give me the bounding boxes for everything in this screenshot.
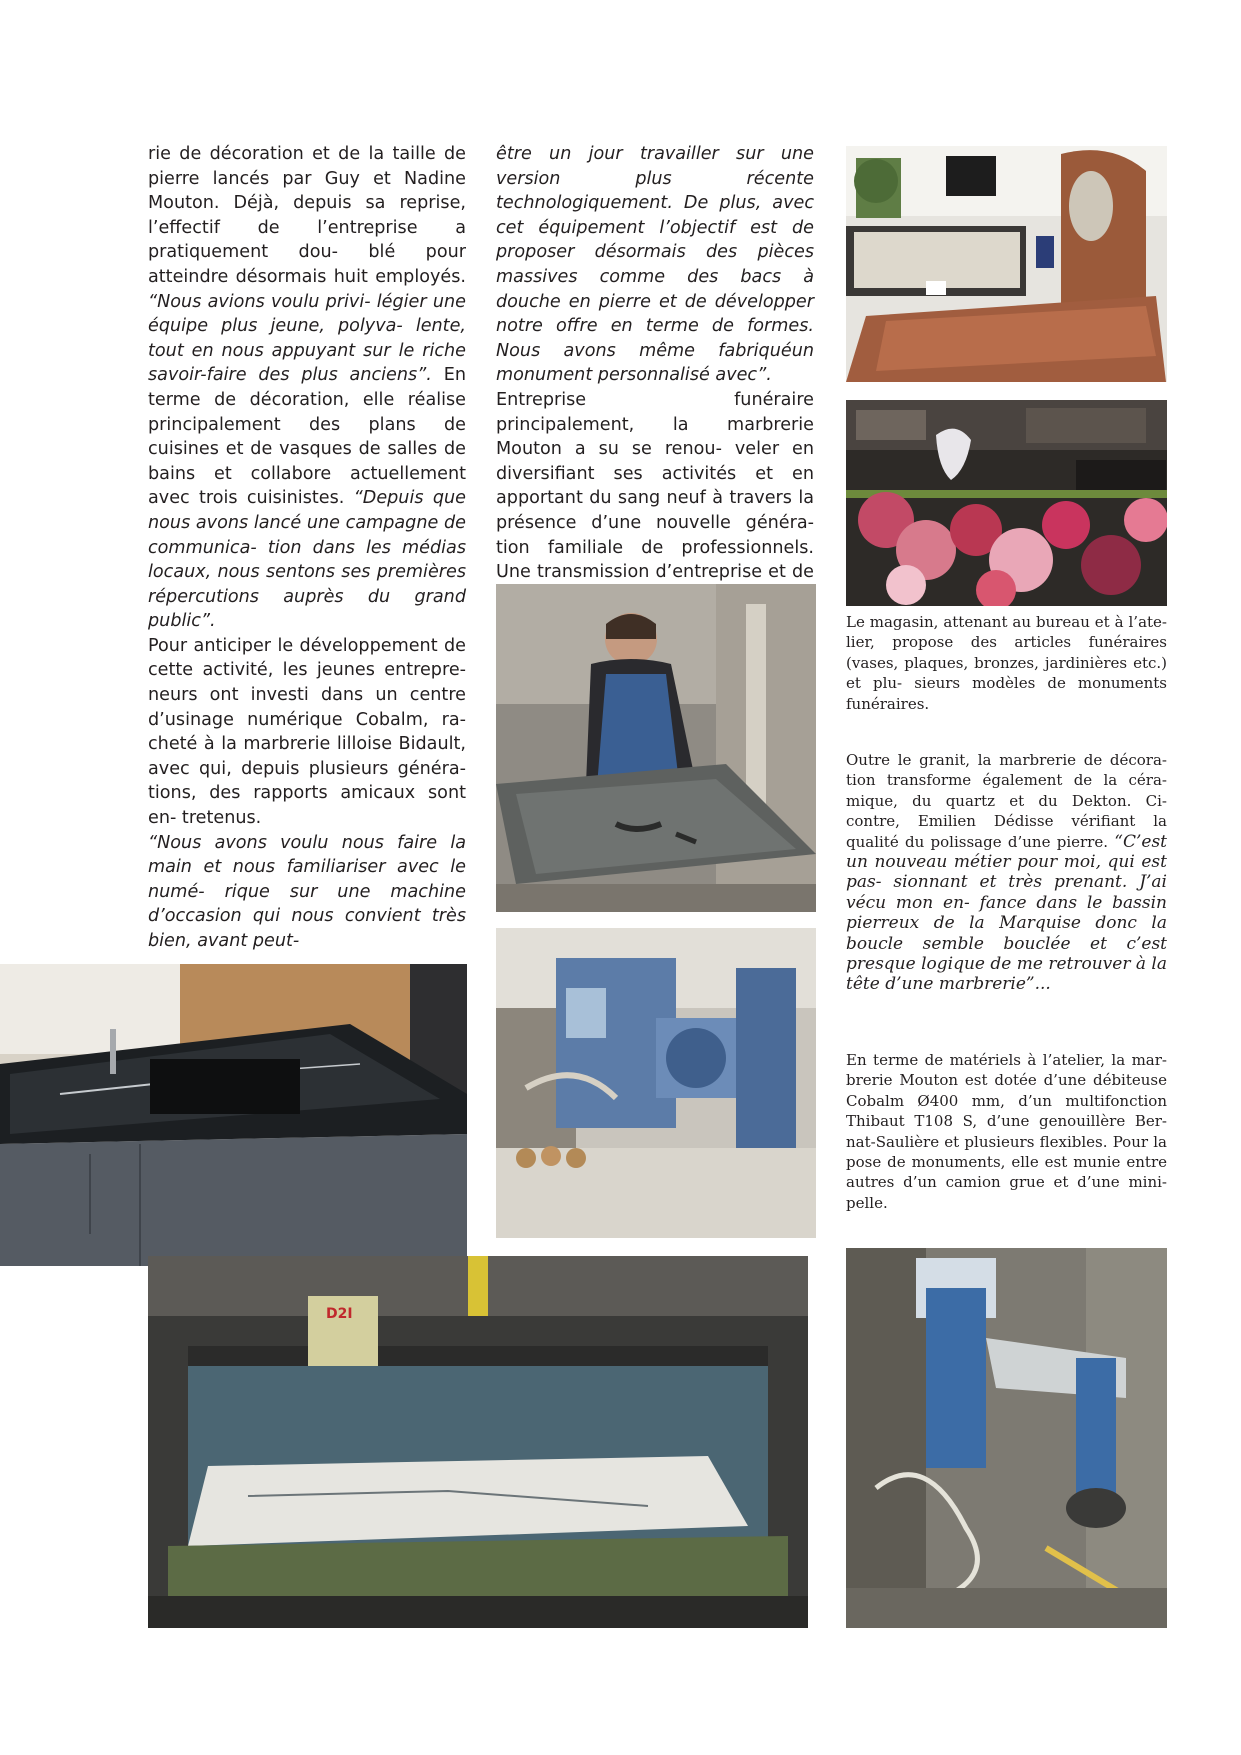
photo-cnc-machine (496, 928, 816, 1238)
caption-granite (846, 750, 1167, 995)
paragraph: rie de décoration et de la taille de pierre lancés par Guy et Nadine Mouton. Déjà, depuis sa reprise, l’effectif de l’entreprise a pratiquement dou- blé pour atteindre désormais huit employés. “Nous avions voulu privi- légier une équipe plus jeune, polyva- lente, tout en nous appuyant sur le riche savoir-faire des plus anciens”. En terme de décoration, elle réalise principalement des plans de cuisines et de vasques de salles de bains et collabore actuellement avec trois cuisinistes. “Depuis que nous avons lancé une campagne de communica- tion dans les médias locaux, nous sentons ses premières répercutions auprès du grand public”. (148, 144, 466, 632)
column-1 (148, 142, 466, 954)
photo-worker (496, 584, 816, 912)
paragraph: Pour anticiper le développement de cette activité, les jeunes entrepre- neurs ont investi dans un centre d’usinage numérique Cobalm, ra- cheté à la marbrerie lilloise Bidault, avec qui, depuis plusieurs généra- tions, des rapports amicaux sont en- tretenus. (148, 635, 466, 829)
column-2 (496, 142, 814, 634)
photo-monument (846, 146, 1167, 382)
paragraph-quote: “Nous avons voulu nous faire la main et nous familiariser avec le numé- rique sur une machine d’occasion qui nous convient très bien, avant peut- (148, 832, 466, 951)
caption-text: Outre le granit, la marbrerie de décora- tion transforme également de la céra- mique, du quartz et du Dekton. Ci- contre, Emilien Dédisse vérifiant la qualité du polissage d’une pierre. “C’est un nouveau métier pour moi, qui est pas- sionnant et très prenant. J’ai vécu mon en- fance dans le bassin pierreux de la Marquise donc la boucle semble bouclée et c’est presque logique de me retrouver à la tête d’une marbrerie”... (846, 751, 1167, 995)
photo-shop (846, 400, 1167, 606)
photo-kitchen (0, 964, 467, 1266)
photo-saw-machine (148, 1256, 808, 1628)
machine-label: D2I (326, 1306, 353, 1322)
photo-polishing-arm (846, 1248, 1167, 1628)
paragraph-quote: être un jour travailler sur une version plus récente technologiquement. De plus, avec cet équipement l’objectif est de proposer désormais des pièces massives comme des bacs à douche en pierre et de développer notre offre en terme de formes. Nous avons même fabriquéun monument personnalisé avec”. (496, 144, 814, 386)
caption-equipment (846, 1050, 1167, 1213)
caption-shop (846, 612, 1167, 714)
caption-text: Le magasin, attenant au bureau et à l’ate- lier, propose des articles funéraires (vases, plaques, bronzes, jardinières etc.) et plu- sieurs modèles de monuments funéraires. (846, 613, 1167, 713)
paragraph: Entreprise funéraire principalement, la marbrerie Mouton a su se renou- veler en diversifiant ses activités et en apportant du sang neuf à travers la présence d’une nouvelle généra- tion familiale de professionnels. Une transmission d’entreprise et de (496, 389, 814, 583)
caption-text: En terme de matériels à l’atelier, la mar- brerie Mouton est dotée d’une débiteuse Cobalm Ø400 mm, d’un multifonction Thibaut T108 S, d’une genouillère Ber- nat-Saulière et plusieurs flexibles. Pour la pose de monuments, elle est munie entre autres d’un camion grue et d’une mini- pelle. (846, 1051, 1167, 1212)
